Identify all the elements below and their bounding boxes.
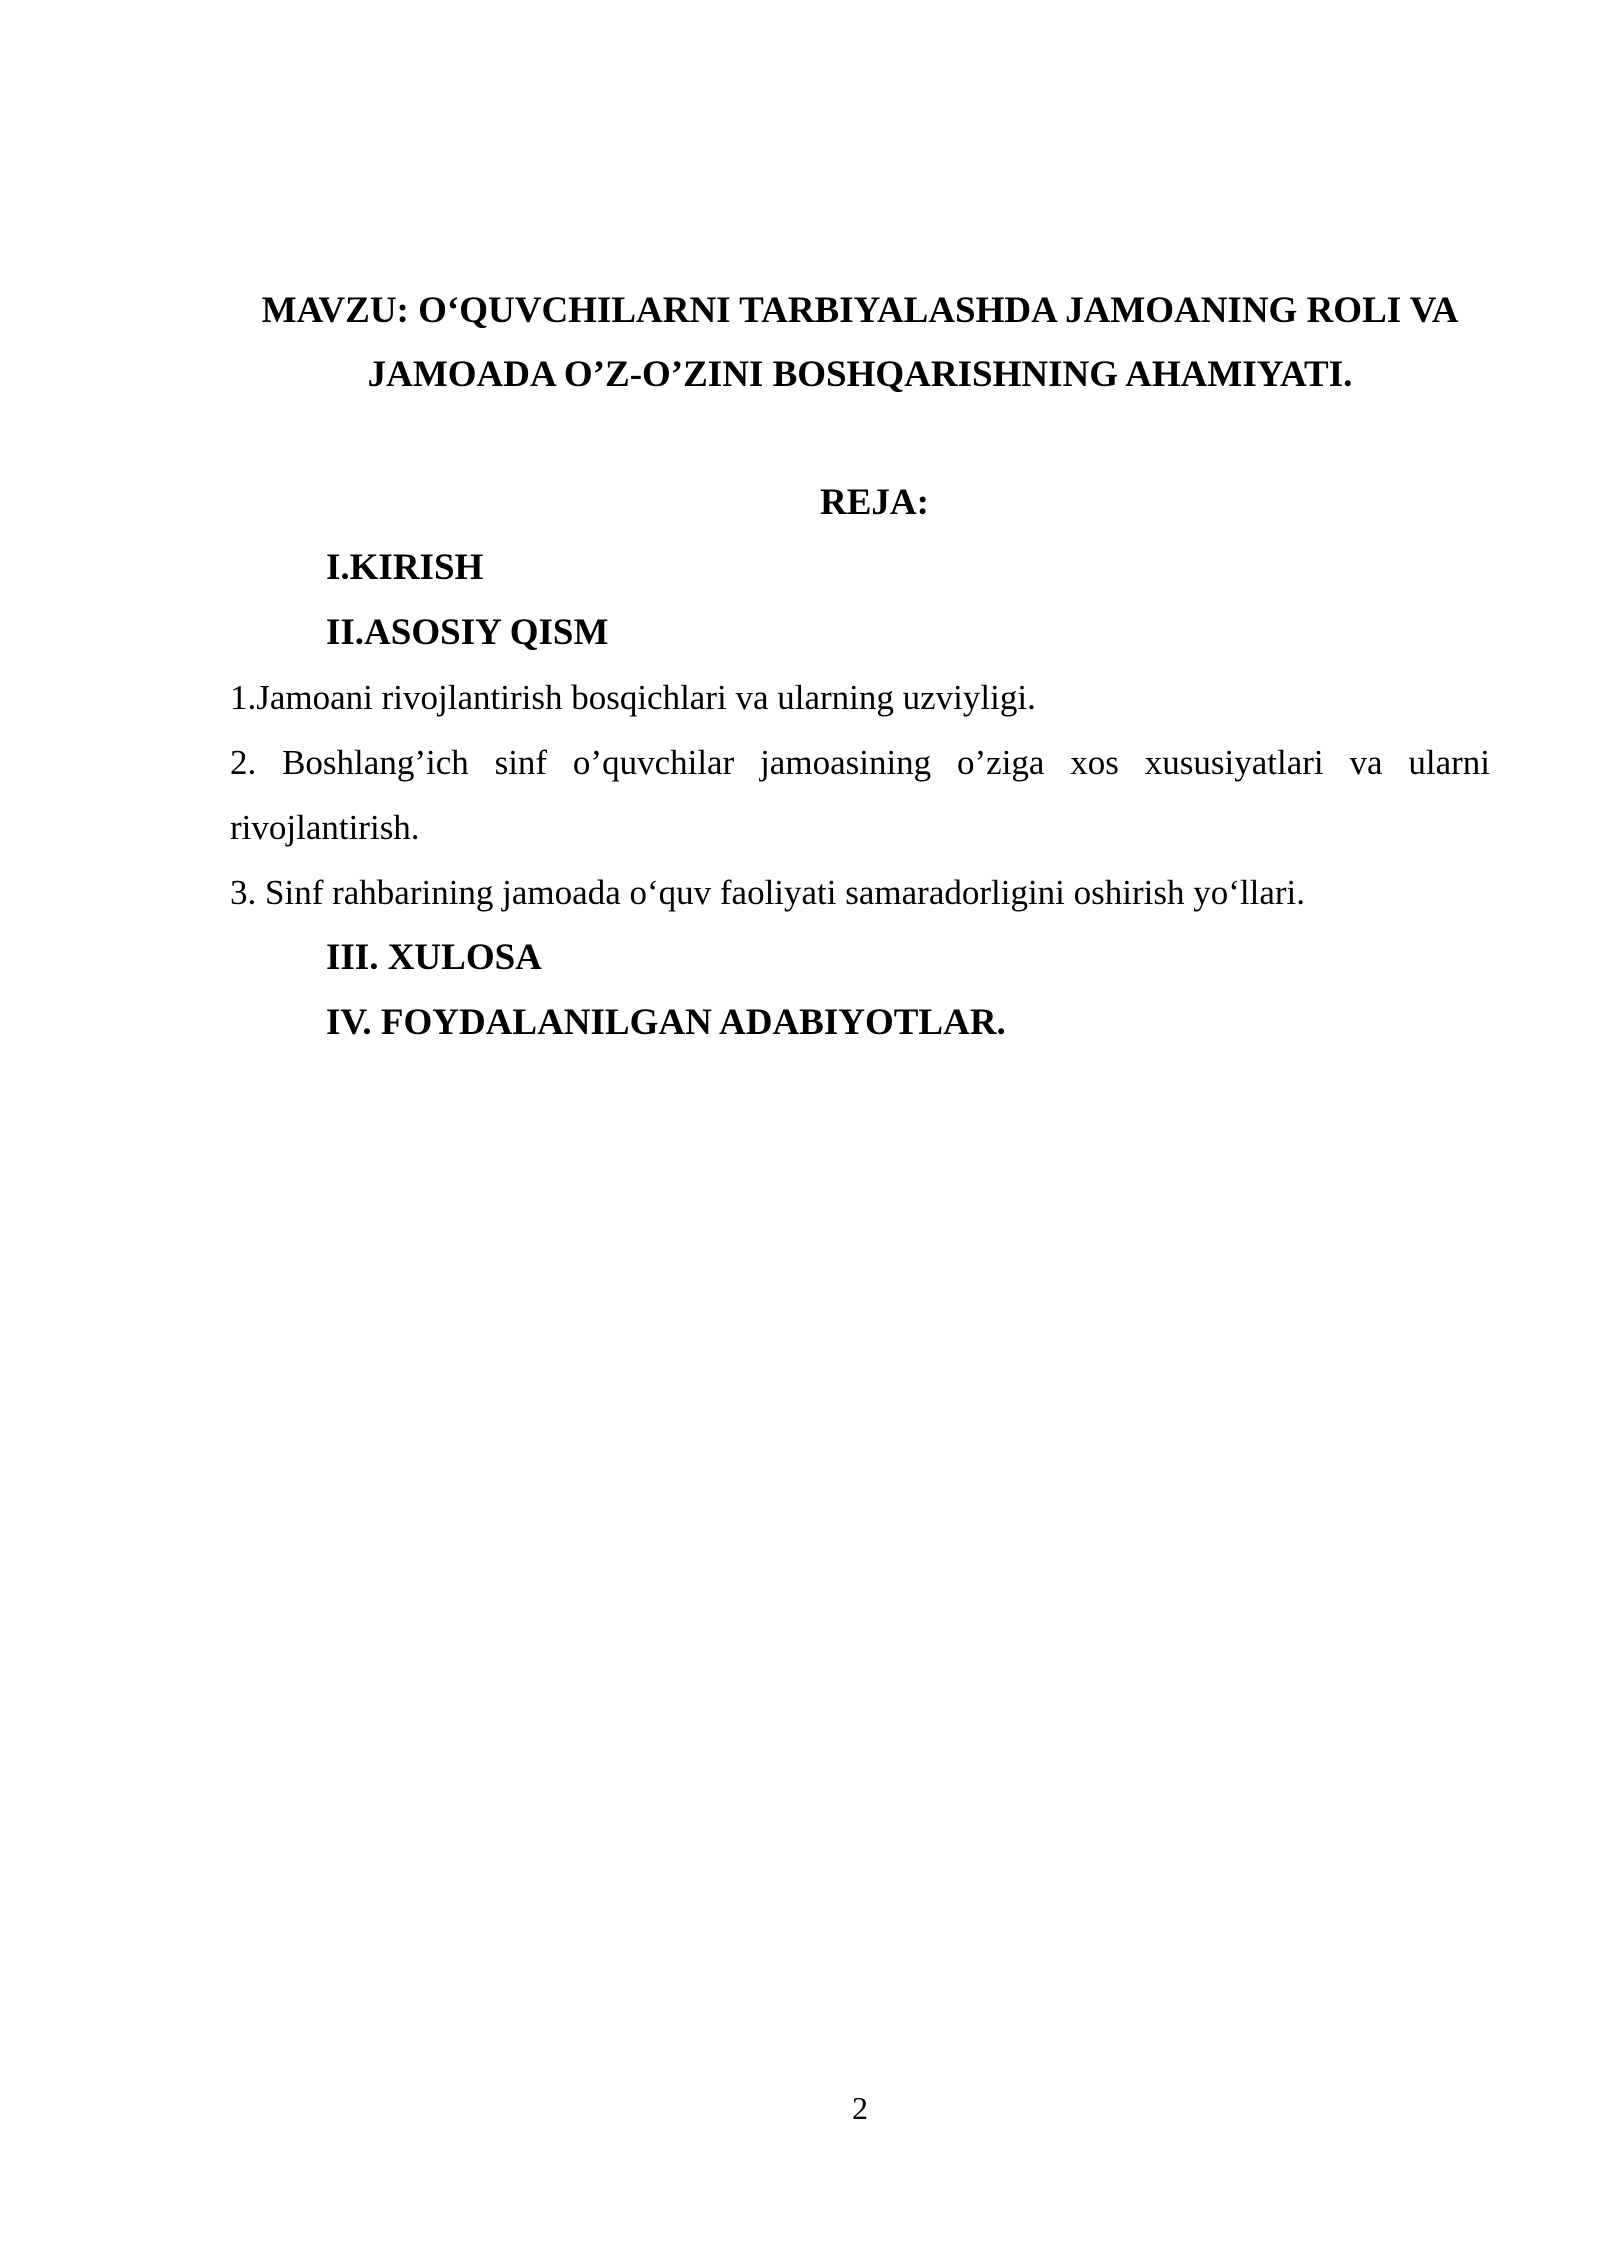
- document-title-line-2: JAMOADA O’Z-O’ZINI BOSHQARISHNING AHAMIYATI.: [367, 354, 1353, 395]
- page-number: 2: [852, 2090, 868, 2126]
- section-conclusion: III. XULOSA: [326, 937, 542, 978]
- document-title-line-1: MAVZU: O‘QUVCHILARNI TARBIYALASHDA JAMOANING ROLI VA: [261, 290, 1459, 331]
- section-references: IV. FOYDALANILGAN ADABIYOTLAR.: [326, 1002, 1006, 1043]
- plan-heading: REJA:: [820, 482, 929, 523]
- section-main-part: II.ASOSIY QISM: [326, 612, 609, 653]
- plan-item-3: 3. Sinf rahbarining jamoada o‘quv faoliyati samaradorligini oshirish yo‘llari.: [230, 873, 1306, 912]
- section-introduction: I.KIRISH: [326, 547, 484, 588]
- plan-item-2: 2. Boshlang’ich sinf o’quvchilar jamoasining o’ziga xos xususiyatlari va ularni: [230, 743, 1490, 782]
- plan-item-1: 1.Jamoani rivojlantirish bosqichlari va ularning uzviyligi.: [230, 678, 1036, 717]
- plan-item-2-continuation: rivojlantirish.: [230, 808, 420, 847]
